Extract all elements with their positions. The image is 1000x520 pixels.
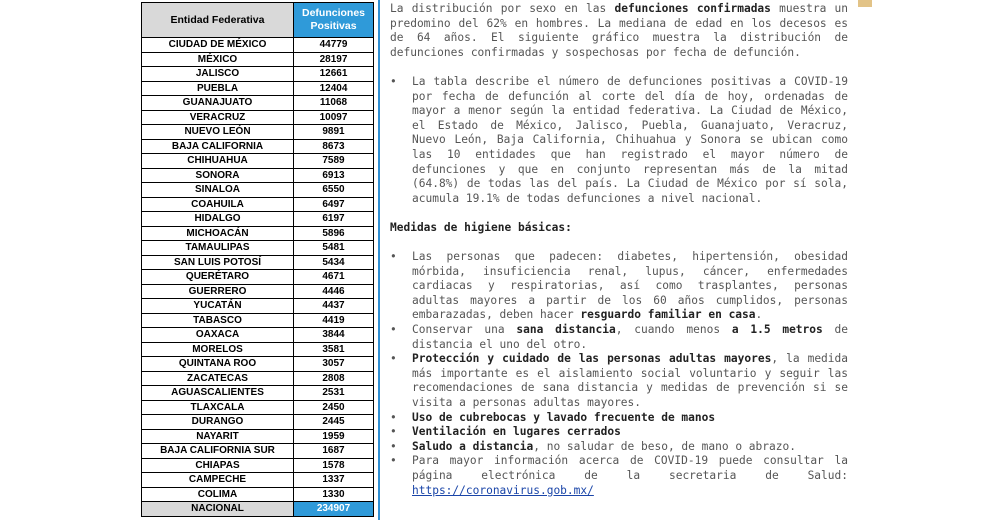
bullet-icon: • — [390, 250, 397, 264]
value-cell: 7589 — [294, 154, 374, 169]
table-row — [142, 299, 374, 314]
value-cell: 5434 — [294, 255, 374, 270]
table-row — [142, 255, 374, 270]
entity-cell: NUEVO LEÓN — [142, 125, 294, 140]
value-cell: 2445 — [294, 415, 374, 430]
p1-text: La distribución por sexo en las — [390, 2, 615, 15]
table-row — [142, 328, 374, 343]
table-row — [142, 357, 374, 372]
entity-cell: ZACATECAS — [142, 371, 294, 386]
bullet-icon: • — [390, 410, 397, 424]
value-cell: 12404 — [294, 81, 374, 96]
bullet-masks — [390, 411, 848, 426]
value-cell: 11068 — [294, 96, 374, 111]
table-row — [142, 110, 374, 125]
table-row — [142, 168, 374, 183]
table-row — [142, 313, 374, 328]
entity-cell: CHIHUAHUA — [142, 154, 294, 169]
table-row — [142, 96, 374, 111]
value-cell: 9891 — [294, 125, 374, 140]
entity-cell: NAYARIT — [142, 429, 294, 444]
bullet-icon: • — [390, 323, 397, 337]
entity-cell: SINALOA — [142, 183, 294, 198]
entity-cell: TABASCO — [142, 313, 294, 328]
value-cell: 4419 — [294, 313, 374, 328]
entity-cell: SONORA — [142, 168, 294, 183]
entity-cell: HIDALGO — [142, 212, 294, 227]
value-cell: 8673 — [294, 139, 374, 154]
value-cell: 1337 — [294, 473, 374, 488]
table-description-bullet — [390, 75, 848, 206]
table-row — [142, 400, 374, 415]
bullet-vulnerable — [390, 250, 848, 323]
table-row — [142, 212, 374, 227]
value-cell: 1578 — [294, 458, 374, 473]
entity-cell: VERACRUZ — [142, 110, 294, 125]
value-cell: 6197 — [294, 212, 374, 227]
total-value: 234907 — [294, 502, 374, 517]
b2-bold-2: a 1.5 metros — [731, 323, 823, 337]
hygiene-title-text: Medidas de higiene básicas: — [390, 220, 572, 234]
table-row — [142, 342, 374, 357]
entity-cell: JALISCO — [142, 67, 294, 82]
entity-cell: BAJA CALIFORNIA SUR — [142, 444, 294, 459]
table-row — [142, 270, 374, 285]
entity-cell: COAHUILA — [142, 197, 294, 212]
bullet-elderly — [390, 352, 848, 410]
entity-cell: PUEBLA — [142, 81, 294, 96]
entity-cell: QUERÉTARO — [142, 270, 294, 285]
total-label: NACIONAL — [142, 502, 294, 517]
bullet-icon: • — [390, 352, 397, 366]
entity-cell: AGUASCALIENTES — [142, 386, 294, 401]
total-row — [142, 502, 374, 517]
entity-cell: GUERRERO — [142, 284, 294, 299]
value-cell: 4671 — [294, 270, 374, 285]
b2-text-mid: , cuando menos — [615, 323, 732, 337]
b3-text: , la medida más importante es el aislamiento social voluntario y seguir las recomendaciones de sana distancia y medidas de prevención si se visita a personas adultas mayores. — [412, 352, 848, 410]
table-row — [142, 139, 374, 154]
value-cell: 6497 — [294, 197, 374, 212]
entity-cell: CHIAPAS — [142, 458, 294, 473]
b2-text: Conservar una — [412, 323, 517, 337]
p1-bold: defunciones confirmadas — [614, 2, 771, 15]
value-cell: 2450 — [294, 400, 374, 415]
value-cell: 3581 — [294, 342, 374, 357]
coronavirus-link[interactable]: https://coronavirus.gob.mx/ — [412, 483, 594, 497]
bullet-greeting — [390, 440, 848, 455]
bullet-ventilation — [390, 425, 848, 440]
entity-cell: SAN LUIS POTOSÍ — [142, 255, 294, 270]
value-cell: 6550 — [294, 183, 374, 198]
entity-cell: TLAXCALA — [142, 400, 294, 415]
b3-bold: Protección y cuidado de las personas adultas mayores — [412, 352, 772, 366]
b2-bold: sana distancia — [516, 323, 616, 337]
table-row — [142, 487, 374, 502]
sex-distribution-paragraph — [390, 2, 848, 60]
p1-text-end: muestra un predomino del 62% en hombres. La mediana de edad en los decesos es de 64 años. El siguiente gráfico muestra la distribución de defunciones confirmadas y sospechosas por fecha de defunción. — [390, 2, 848, 59]
value-cell: 4437 — [294, 299, 374, 314]
bullet-icon: • — [390, 454, 397, 468]
accent-tab — [858, 0, 872, 7]
entity-cell: TAMAULIPAS — [142, 241, 294, 256]
bullet-icon: • — [390, 425, 397, 439]
value-cell: 3057 — [294, 357, 374, 372]
entity-cell: BAJA CALIFORNIA — [142, 139, 294, 154]
b7-text: Para mayor información acerca de COVID-19 puede consultar la página electrónica de la secretaria de Salud: — [412, 454, 848, 482]
header-entity: Entidad Federativa — [142, 3, 294, 38]
table-row — [142, 458, 374, 473]
table-row — [142, 52, 374, 67]
value-cell: 1959 — [294, 429, 374, 444]
b6-text: , no saludar de beso, de mano o abrazo. — [533, 439, 796, 453]
report-text — [390, 2, 848, 498]
table-row — [142, 183, 374, 198]
entity-cell: OAXACA — [142, 328, 294, 343]
entity-cell: MICHOACÁN — [142, 226, 294, 241]
entity-cell: CAMPECHE — [142, 473, 294, 488]
table-row — [142, 284, 374, 299]
value-cell: 44779 — [294, 38, 374, 53]
bullet-icon: • — [390, 74, 397, 88]
entity-cell: CIUDAD DE MÉXICO — [142, 38, 294, 53]
table-row — [142, 473, 374, 488]
table-row — [142, 371, 374, 386]
value-cell: 28197 — [294, 52, 374, 67]
table-row — [142, 444, 374, 459]
entity-cell: MÉXICO — [142, 52, 294, 67]
b2-end: de distancia el uno del otro. — [412, 323, 849, 351]
table-row — [142, 38, 374, 53]
table-row — [142, 197, 374, 212]
value-cell: 5896 — [294, 226, 374, 241]
table-row — [142, 415, 374, 430]
entity-cell: DURANGO — [142, 415, 294, 430]
value-cell: 3844 — [294, 328, 374, 343]
b6-bold: Saludo a distancia — [412, 439, 534, 453]
table-description-text: La tabla describe el número de defunciones positivas a COVID-19 por fecha de defunción al corte del día de hoy, ordenadas de mayor a menor según la entidad federativa. La Ciudad de México, el Estado de México, Jalisco, Puebla, Guanajuato, Veracruz, Nuevo León, Baja California, Chihuahua y Sonora se ubican como las 10 entidades que han registrado el mayor número de defunciones y que en conjunto representan más de la mitad (64.8%) de todas las del país. La Ciudad de México por sí sola, acumula 19.1% de todas defunciones a nivel nacional. — [412, 74, 848, 205]
bullet-more-info — [390, 454, 848, 498]
entity-cell: QUINTANA ROO — [142, 357, 294, 372]
b1-bold: resguardo familiar en casa — [580, 308, 756, 322]
table-body — [142, 38, 374, 502]
value-cell: 4446 — [294, 284, 374, 299]
table-row — [142, 154, 374, 169]
table-row — [142, 386, 374, 401]
bullet-distance — [390, 323, 848, 352]
entity-cell: GUANAJUATO — [142, 96, 294, 111]
deaths-by-state-table — [141, 2, 374, 517]
b5-bold: Ventilación en lugares cerrados — [412, 425, 621, 439]
table-row — [142, 67, 374, 82]
b1-end: . — [755, 308, 763, 322]
table-row — [142, 429, 374, 444]
value-cell: 5481 — [294, 241, 374, 256]
hygiene-title — [390, 221, 848, 236]
divider-bar — [378, 0, 380, 520]
entity-cell: COLIMA — [142, 487, 294, 502]
table-header-row — [142, 3, 374, 38]
value-cell: 6913 — [294, 168, 374, 183]
b1-text: Las personas que padecen: diabetes, hipertensión, obesidad mórbida, insuficiencia renal, lupus, cáncer, enfermedades cardiacas y respiratorias, así como trasplantes, personas adultas mayores a partir de los 60 años cumplidos, personas embarazadas, deben hacer — [412, 250, 848, 322]
value-cell: 2808 — [294, 371, 374, 386]
table-row — [142, 226, 374, 241]
entity-cell: MORELOS — [142, 342, 294, 357]
bullet-icon: • — [390, 439, 397, 453]
value-cell: 1330 — [294, 487, 374, 502]
table-row — [142, 125, 374, 140]
table-row — [142, 81, 374, 96]
table-row — [142, 241, 374, 256]
value-cell: 10097 — [294, 110, 374, 125]
value-cell: 1687 — [294, 444, 374, 459]
header-value: Defunciones Positivas — [294, 3, 374, 38]
entity-cell: YUCATÁN — [142, 299, 294, 314]
value-cell: 2531 — [294, 386, 374, 401]
value-cell: 12661 — [294, 67, 374, 82]
b4-bold: Uso de cubrebocas y lavado frecuente de manos — [412, 410, 716, 424]
